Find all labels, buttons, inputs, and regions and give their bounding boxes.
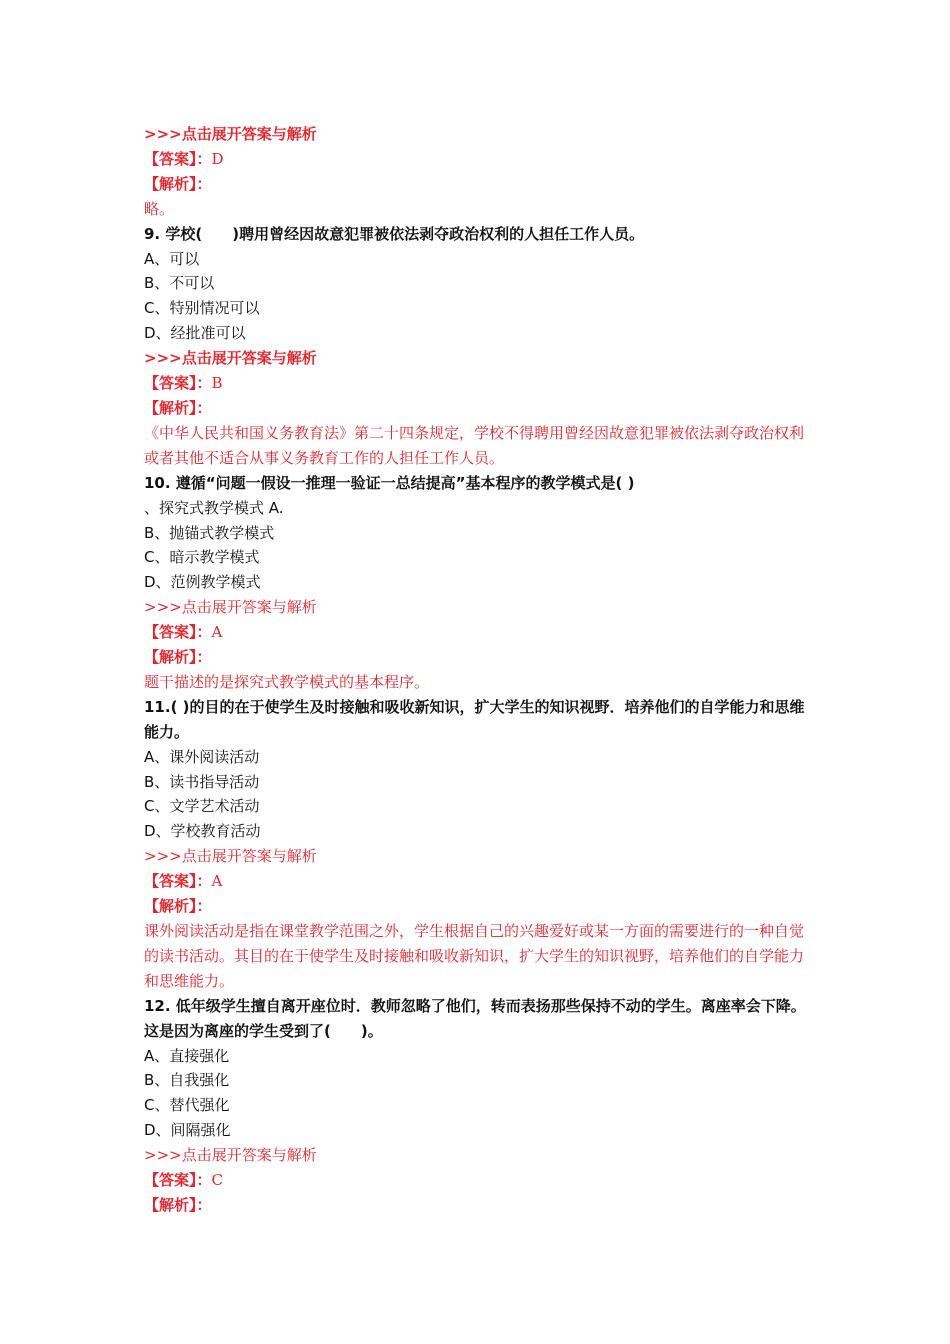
option-b: B、不可以 xyxy=(144,274,215,293)
question-text: 11.( )的目的在于使学生及时接触和吸收新知识，扩大学生的知识视野．培养他们的自学能力和思维能力。 xyxy=(144,697,805,741)
analysis-row xyxy=(144,396,814,421)
answer-row xyxy=(144,371,814,396)
answer-label: 【答案】： xyxy=(144,872,212,891)
analysis-text: 题干描述的是探究式教学模式的基本程序。 xyxy=(144,672,430,691)
analysis-row xyxy=(144,1193,814,1218)
option-d: D、学校教育活动 xyxy=(144,822,261,841)
question-block-8 xyxy=(144,122,814,222)
answer-row xyxy=(144,620,814,645)
option-a: A、课外阅读活动 xyxy=(144,747,260,766)
document-page xyxy=(144,122,814,1218)
expand-answer-link[interactable]: >>>点击展开答案与解析 xyxy=(144,349,317,368)
analysis-label: 【解析】： xyxy=(144,1195,212,1214)
analysis-row xyxy=(144,894,814,919)
answer-label: 【答案】： xyxy=(144,149,212,168)
option-c: C、暗示教学模式 xyxy=(144,548,260,567)
option-a: A、可以 xyxy=(144,249,200,268)
answer-value: C xyxy=(211,1171,223,1190)
question-text: 10. 遵循“问题一假设一推理一验证一总结提高”基本程序的教学模式是( ) xyxy=(144,473,635,492)
answer-value: A xyxy=(211,623,223,642)
option-a: A、直接强化 xyxy=(144,1046,230,1065)
answer-label: 【答案】： xyxy=(144,374,212,393)
answer-row xyxy=(144,869,814,894)
answer-row xyxy=(144,1168,814,1193)
analysis-text: 《中华人民共和国义务教育法》第二十四条规定，学校不得聘用曾经因故意犯罪被依法剥夺政治权利或者其他不适合从事义务教育工作的人担任工作人员。 xyxy=(144,423,805,467)
option-b: B、读书指导活动 xyxy=(144,772,260,791)
option-d: D、范例教学模式 xyxy=(144,573,261,592)
answer-row xyxy=(144,147,814,172)
question-block-10 xyxy=(144,471,814,695)
analysis-label: 【解析】： xyxy=(144,398,212,417)
analysis-label: 【解析】： xyxy=(144,897,212,916)
option-c: C、特别情况可以 xyxy=(144,299,260,318)
analysis-label: 【解析】： xyxy=(144,648,212,667)
option-a: 、探究式教学模式 A. xyxy=(144,498,284,517)
expand-answer-link[interactable]: >>>点击展开答案与解析 xyxy=(144,598,317,617)
analysis-label: 【解析】： xyxy=(144,174,212,193)
answer-label: 【答案】： xyxy=(144,623,212,642)
option-b: B、抛锚式教学模式 xyxy=(144,523,275,542)
expand-answer-link[interactable]: >>>点击展开答案与解析 xyxy=(144,847,317,866)
analysis-row xyxy=(144,172,814,197)
option-b: B、自我强化 xyxy=(144,1071,230,1090)
option-d: D、经批准可以 xyxy=(144,324,246,343)
answer-value: B xyxy=(211,374,223,393)
question-text: 9. 学校( )聘用曾经因故意犯罪被依法剥夺政治权利的人担任工作人员。 xyxy=(144,224,645,243)
expand-answer-link[interactable]: >>>点击展开答案与解析 xyxy=(144,1146,317,1165)
question-block-12 xyxy=(144,994,814,1218)
analysis-text: 课外阅读活动是指在课堂教学范围之外，学生根据自己的兴趣爱好或某一方面的需要进行的一种自觉的读书活动。其目的在于使学生及时接触和吸收新知识，扩大学生的知识视野，培养他们的自学能力和思维能力。 xyxy=(144,922,805,990)
question-block-11 xyxy=(144,695,814,994)
option-c: C、替代强化 xyxy=(144,1096,230,1115)
question-block-9 xyxy=(144,222,814,471)
analysis-text: 略。 xyxy=(144,199,175,218)
option-d: D、间隔强化 xyxy=(144,1121,231,1140)
answer-label: 【答案】： xyxy=(144,1171,212,1190)
analysis-row xyxy=(144,645,814,670)
question-text: 12. 低年级学生擅自离开座位时．教师忽略了他们，转而表扬那些保持不动的学生。离座率会下降。这是因为离座的学生受到了( )。 xyxy=(144,996,806,1040)
expand-answer-link[interactable]: >>>点击展开答案与解析 xyxy=(144,125,317,143)
answer-value: A xyxy=(211,872,223,891)
answer-value: D xyxy=(211,149,224,168)
option-c: C、文学艺术活动 xyxy=(144,797,260,816)
